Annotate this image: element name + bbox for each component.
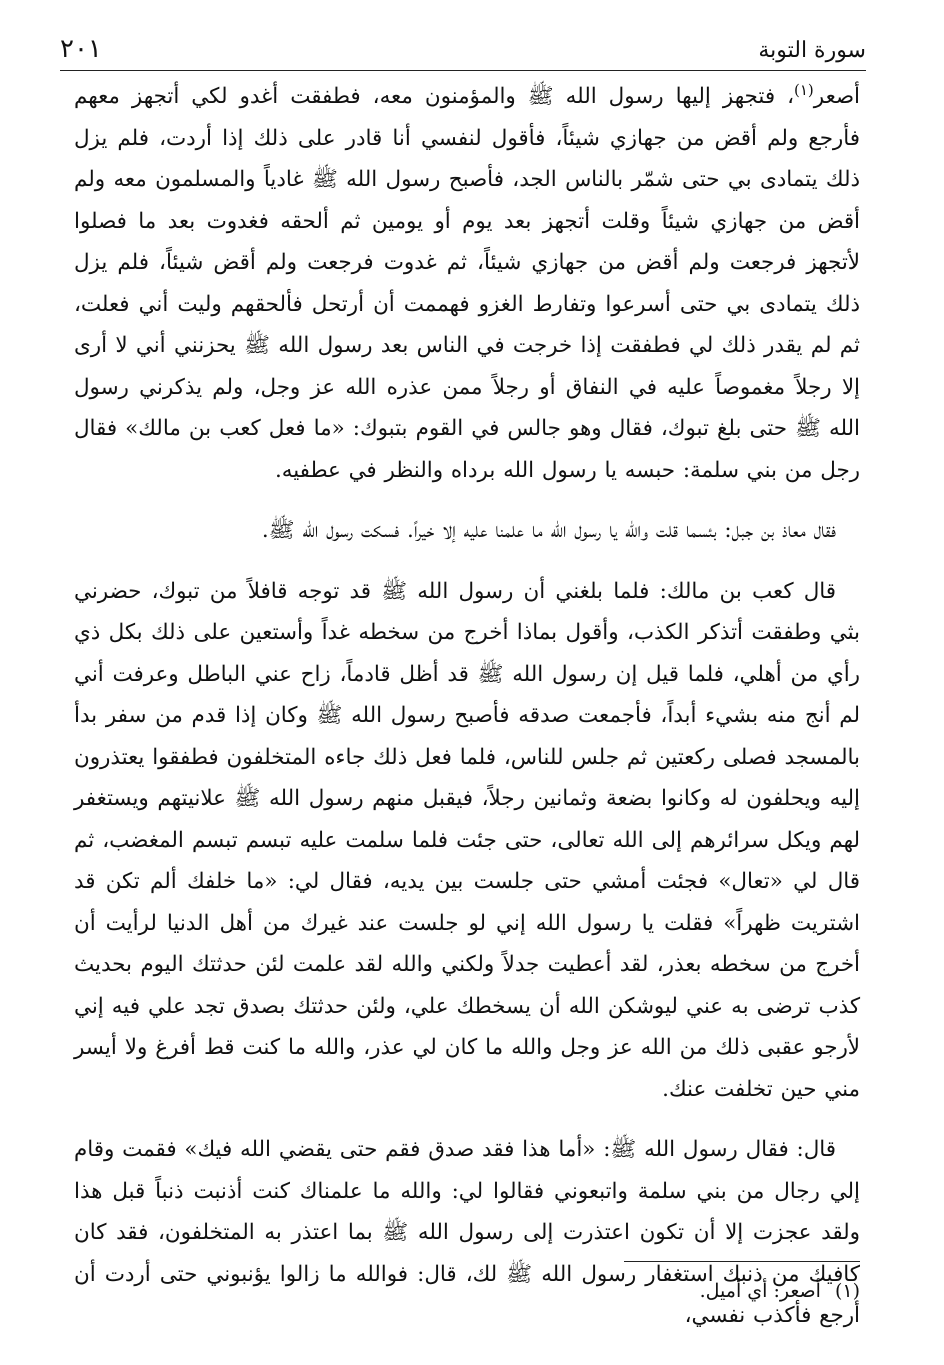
paragraph-1-start: أصعر — [813, 84, 860, 109]
paragraph-4: قال: فقال رسول الله ﷺ: «أما هذا فقد صدق فقم حتى يقضي الله فيك» فقمت وقام إلي رجال من بني سلمة واتبعوني فقالوا لي: والله ما علمناك كنت أذنبت ذنباً قبل هذا ولقد عجزت إلا أن تكون اعتذرت إلى رسول الله ﷺ بما اعتذر به المتخلفون، فقد كان كافيك من ذنبك استغفار رسول الله ﷺ لك، قال: فوالله ما زالوا يؤنبوني حتى أردت أن أرجع فأكذب نفسي، — [74, 1137, 860, 1328]
running-title: سورة التوبة — [758, 38, 866, 63]
paragraph-3: قال كعب بن مالك: فلما بلغني أن رسول الله ﷺ قد توجه قافلاً من تبوك، حضرني بثي وطفقت أتذكر الكذب، وأقول بماذا أخرج من سخطه غداً وأستعين على ذلك بكل ذي رأي من أهلي، فلما قيل إن رسول الله ﷺ قد أظل قادماً، زاح عني الباطل وعرفت أني لم أنج منه بشيء أبداً، فأجمعت صدقه فأصبح رسول الله ﷺ وكان إذا قدم من سفر بدأ بالمسجد فصلى ركعتين ثم جلس للناس، فلما فعل ذلك جاءه المتخلفون فطفقوا يعتذرون إليه ويحلفون له وكانوا بضعة وثمانين رجلاً، فيقبل منهم رسول الله ﷺ علانيتهم ويستغفر لهم ويكل سرائرهم إلى الله تعالى، حتى جئت فلما سلمت عليه تبسم تبسم المغضب، ثم قال لي «تعال» فجئت أمشي حتى جلست بين يديه، فقال لي: «ما خلفك ألم تكن قد اشتريت ظهراً» فقلت يا رسول الله إني لو جلست عند غيرك من أهل الدنيا لرأيت أن أخرج من سخطه بعذر، لقد أعطيت جدلاً ولكني والله لقد علمت لئن حدثتك اليوم بحديث كذب ترضى به عني ليوشكن الله أن يسخطك علي، ولئن حدثتك بصدق تجد علي فيه إني لأرجو عقبى ذلك من الله عز وجل والله ما كان لي عذر، والله ما كنت قط أفرغ ولا أيسر مني حين تخلفت عنك. — [74, 578, 860, 1102]
footnote-divider — [624, 1261, 860, 1262]
footnote-reference[interactable]: (١) — [793, 80, 814, 99]
footnote-text: أصعر: أي أميل. — [699, 1280, 821, 1302]
paragraph-1 — [74, 76, 860, 491]
paragraph-1-rest: ، فتجهز إليها رسول الله ﷺ والمؤمنون معه، فطفقت أغدو لكي أتجهز معهم فأرجع ولم أقض من جهازي شيئاً، فأقول لنفسي أنا قادر على ذلك إذا أردت، فلم يزل ذلك يتمادى بي حتى شمّر بالناس الجد، فأصبح رسول الله ﷺ غادياً والمسلمون معه ولم أقض من جهازي شيئاً وقلت أتجهز بعد يوم أو يومين ثم ألحقه فغدوت بعد ما فصلوا لأتجهز فرجعت ولم أقض من جهازي شيئاً، ثم غدوت فرجعت ولم أقض شيئاً، فلم يزل ذلك يتمادى بي حتى أسرعوا وتفارط الغزو فهممت أن أرتحل فألحقهم وليت أني فعلت، ثم لم يقدر ذلك لي فطفقت إذا خرجت في الناس بعد رسول الله ﷺ يحزنني أني لا أرى إلا رجلاً مغموصاً عليه في النفاق أو رجلاً ممن عذره الله عز وجل، ولم يذكرني رسول الله ﷺ حتى بلغ تبوك، فقال وهو جالس في القوم بتبوك: «ما فعل كعب بن مالك» فقال رجل من بني سلمة: حبسه يا رسول الله برداه والنظر في عطفيه. — [74, 84, 860, 483]
page-number: ٢٠١ — [60, 34, 102, 64]
page-header — [60, 30, 866, 70]
header-divider — [60, 70, 866, 71]
footnote — [400, 1276, 860, 1306]
footnote-number: (١) — [834, 1280, 860, 1302]
paragraph-2: فقال معاذ بن جبل: بئسما قلت والله يا رسول الله ما علمنا عليه إلا خيراً. فسكت رسول الله ﷺ. — [261, 518, 836, 543]
main-text — [74, 76, 860, 1337]
